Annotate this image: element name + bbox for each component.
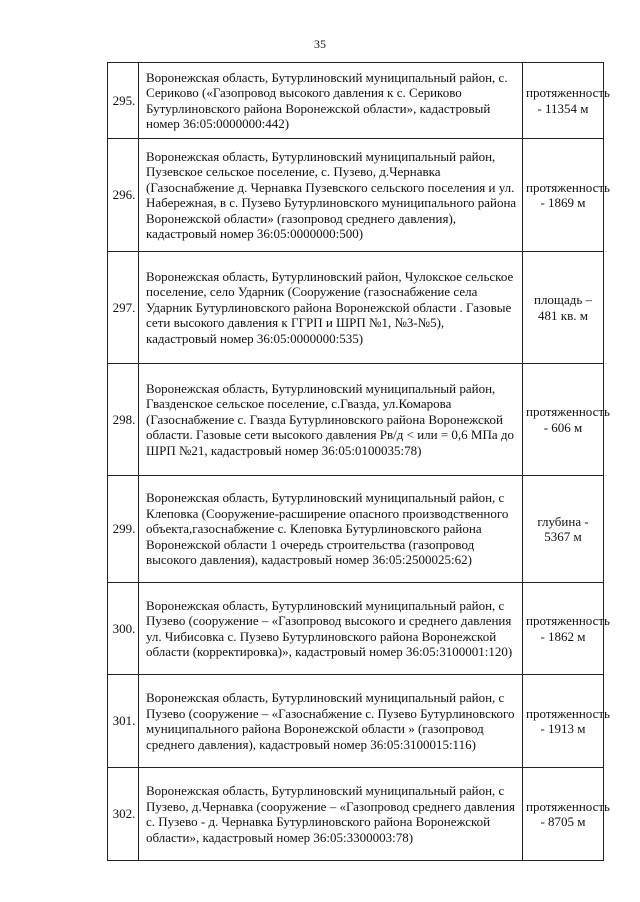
object-description: Воронежская область, Бутурлиновский муниципальный район, Пузевское сельское поселение, с. Пузево, д.Чернавка (Газоснабжение д. Чернавка Пузевского сельского поселения и ул. Набережная, в с. Пузево Бутурлиновского муниципального района Воронежской области» (газопровод среднего давления), кадастровый номер 36:05:0000000:500) (139, 139, 523, 252)
property-registry-table (107, 62, 610, 861)
row-number: 295. (108, 63, 139, 139)
object-description: Воронежская область, Бутурлиновский район, Чулокское сельское поселение, село Ударник (Сооружение (газоснабжение села Ударник Бутурлиновского района Воронежской области . Газовые сети высокого давления к ГГРП и ШРП №1, №3-№5), кадастровый номер 36:05:0000000:535) (139, 252, 523, 364)
table-row (108, 63, 604, 139)
object-description: Воронежская область, Бутурлиновский муниципальный район, Гвазденское сельское поселение, с.Гвазда, ул.Комарова (Газоснабжение с. Гвазда Бутурлиновского района Воронежской области. Газовые сети высокого давления Рв/д < или = 0,6 МПа до ШРП №21, кадастровый номер 36:05:0100035:78) (139, 364, 523, 476)
object-measurement: протяженность - 1913 м (523, 675, 604, 768)
table-row (108, 476, 604, 583)
object-measurement: протяженность - 11354 м (523, 63, 604, 139)
table-row (108, 583, 604, 675)
table-row (108, 364, 604, 476)
row-number: 296. (108, 139, 139, 252)
object-description: Воронежская область, Бутурлиновский муниципальный район, с Пузево, д.Чернавка (сооружение – «Газопровод среднего давления с. Пузево - д. Чернавка Бутурлиновского района Воронежской области», кадастровый номер 36:05:3300003:78) (139, 768, 523, 861)
row-number: 302. (108, 768, 139, 861)
page-number: 35 (314, 37, 326, 51)
row-number: 297. (108, 252, 139, 364)
object-measurement: протяженность - 8705 м (523, 768, 604, 861)
object-description: Воронежская область, Бутурлиновский муниципальный район, с. Сериково («Газопровод высокого давления к с. Сериково Бутурлиновского района Воронежской области», кадастровый номер 36:05:0000000:442) (139, 63, 523, 139)
object-description: Воронежская область, Бутурлиновский муниципальный район, с Пузево (сооружение – «Газоснабжение с. Пузево Бутурлиновского муниципального района Воронежской области » (газопровод среднего давления), кадастровый номер 36:05:3100015:116) (139, 675, 523, 768)
object-measurement: протяженность - 1862 м (523, 583, 604, 675)
table-row (108, 675, 604, 768)
row-number: 300. (108, 583, 139, 675)
row-number: 301. (108, 675, 139, 768)
object-measurement: протяженность - 1869 м (523, 139, 604, 252)
object-description: Воронежская область, Бутурлиновский муниципальный район, с Пузево (сооружение – «Газопровод высокого и среднего давления ул. Чибисовка с. Пузево Бутурлиновского района Воронежской области (корректировка)», кадастровый номер 36:05:3100001:120) (139, 583, 523, 675)
row-number: 299. (108, 476, 139, 583)
object-measurement: глубина - 5367 м (523, 476, 604, 583)
table-row (108, 252, 604, 364)
row-number: 298. (108, 364, 139, 476)
table-row (108, 768, 604, 861)
object-measurement: площадь – 481 кв. м (523, 252, 604, 364)
object-measurement: протяженность - 606 м (523, 364, 604, 476)
table-row (108, 139, 604, 252)
object-description: Воронежская область, Бутурлиновский муниципальный район, с Клеповка (Сооружение-расширение опасного производственного объекта,газоснабжение с. Клеповка Бутурлиновского района Воронежской области 1 очередь строительства (газопровод высокого давления), кадастровый номер 36:05:2500025:62) (139, 476, 523, 583)
